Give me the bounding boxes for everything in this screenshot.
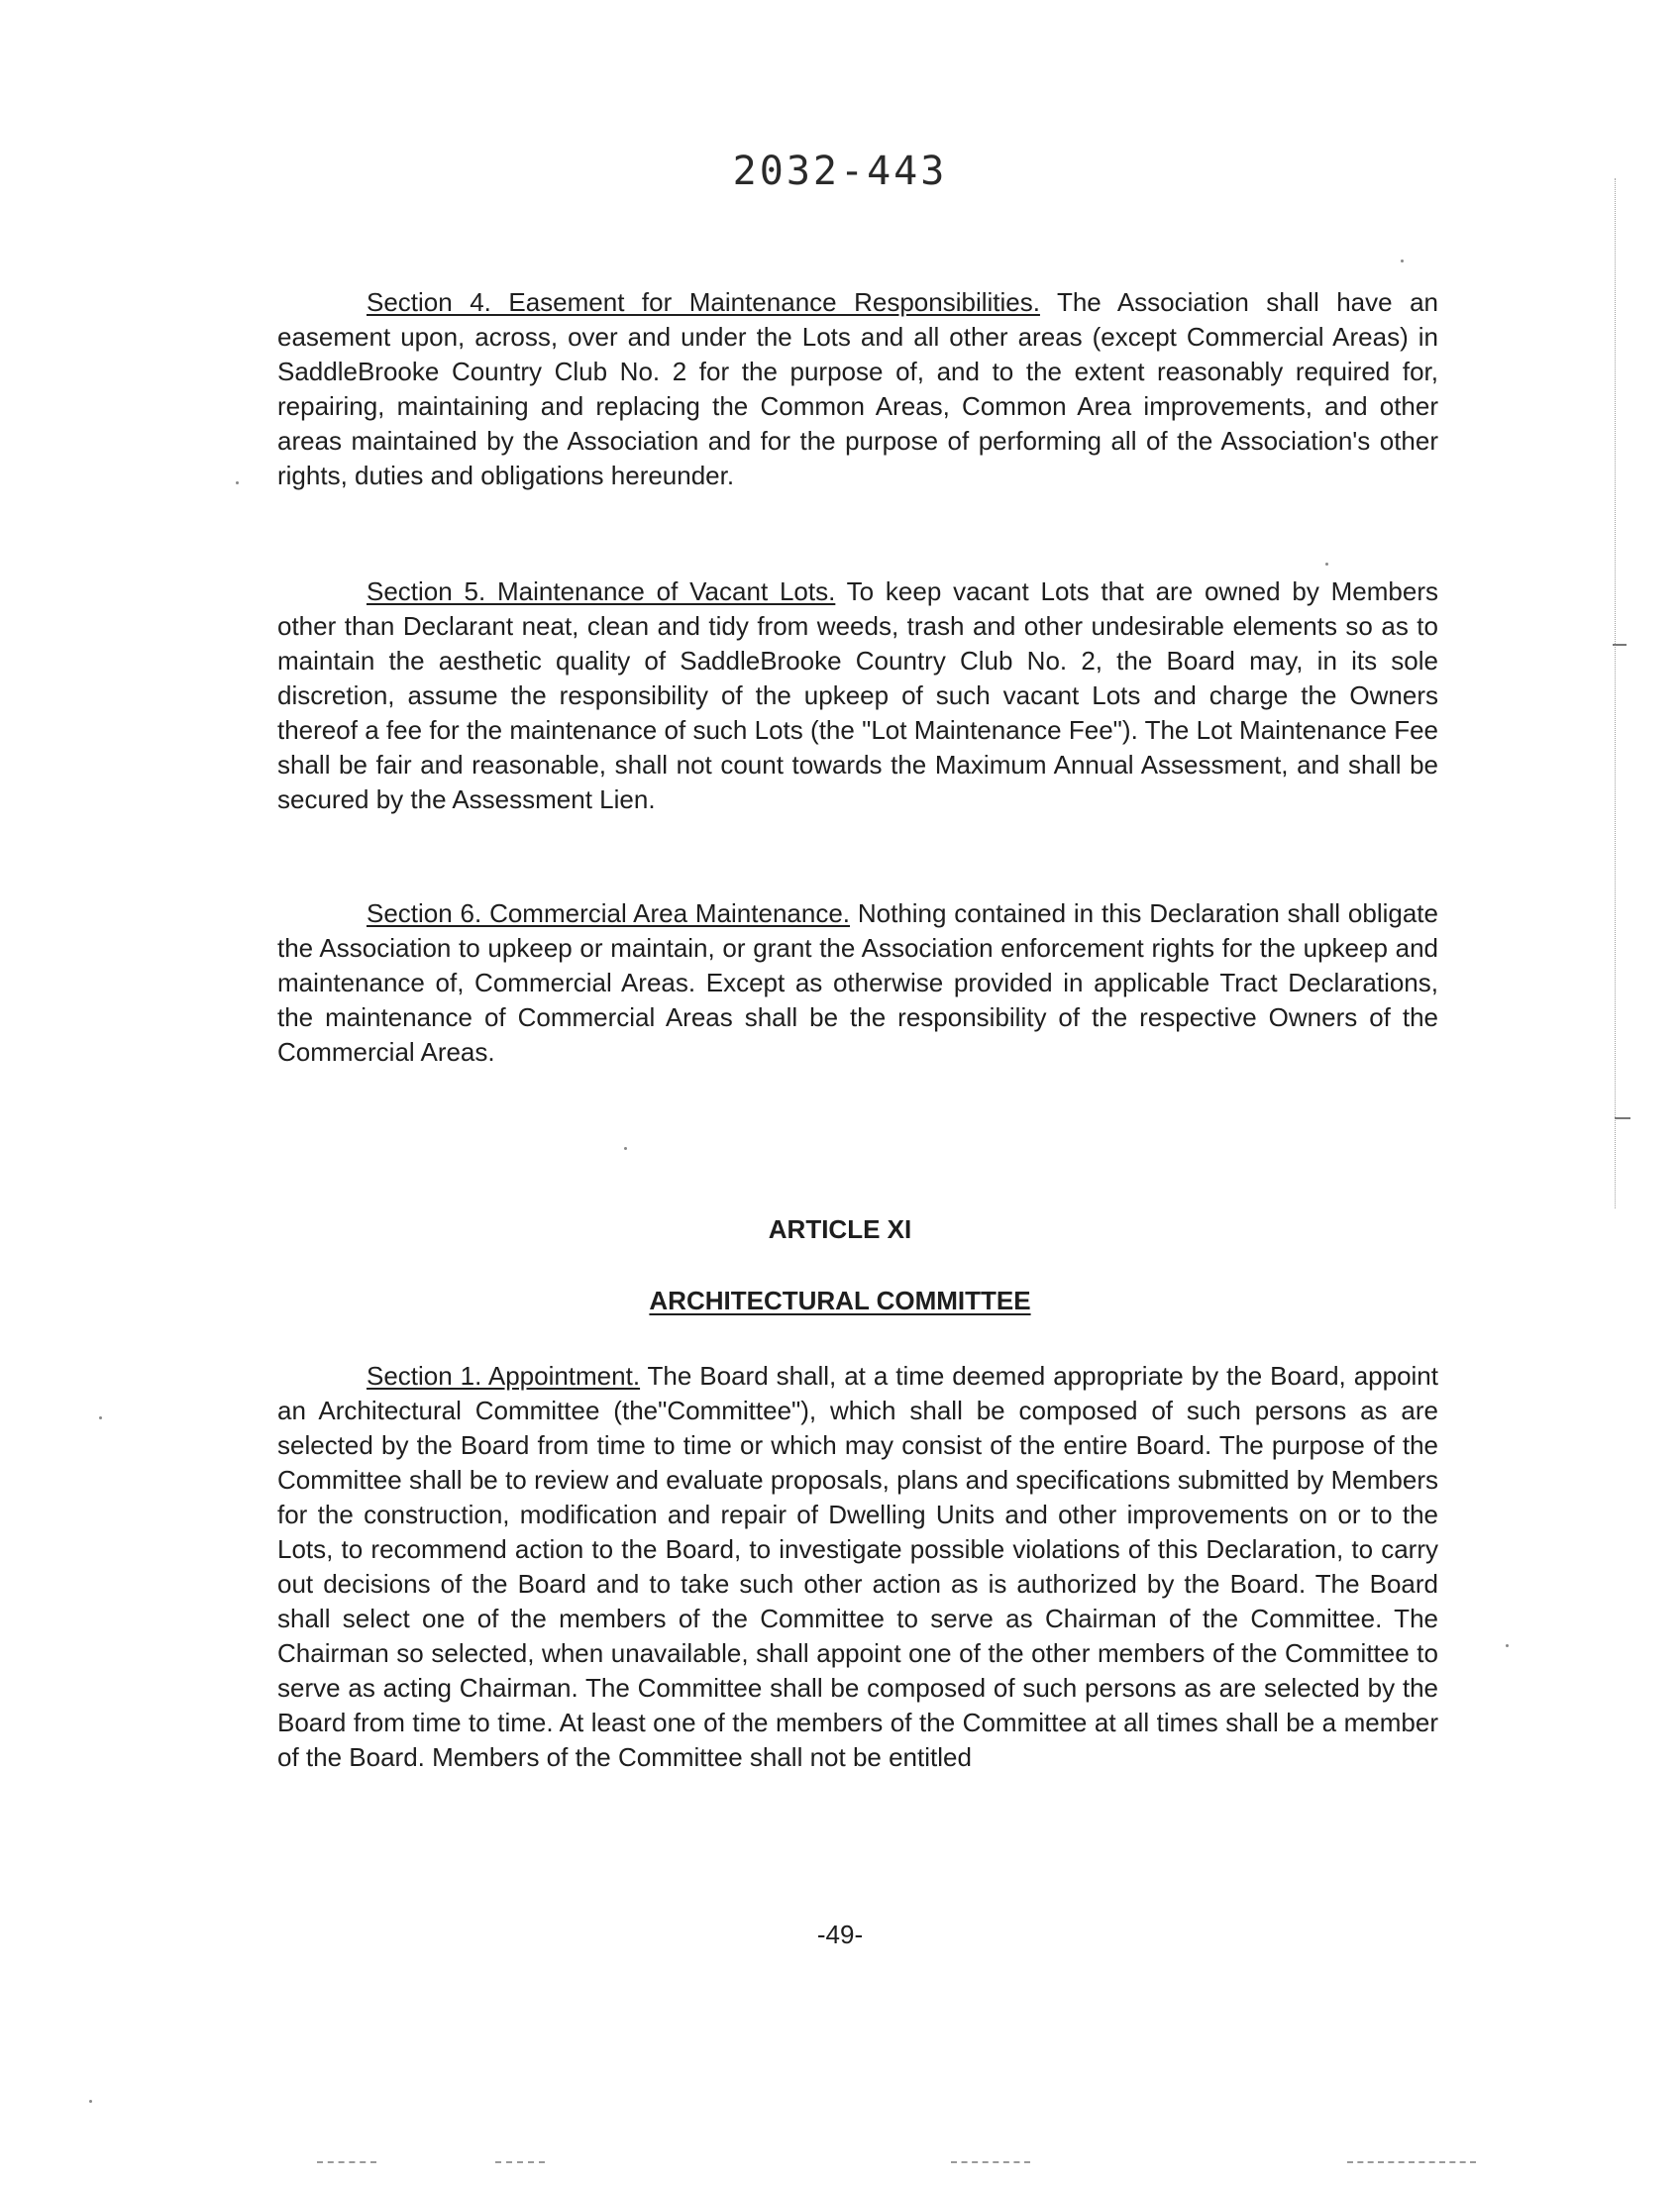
article-section-1-title: Section 1. Appointment. — [367, 1361, 641, 1391]
article-title: ARCHITECTURAL COMMITTEE — [649, 1286, 1031, 1315]
section-4-title: Section 4. Easement for Maintenance Responsibilities. — [367, 287, 1040, 317]
scan-speck — [99, 1416, 102, 1419]
scan-edge-mark — [495, 2161, 545, 2164]
scan-speck — [1506, 1644, 1509, 1647]
section-5-title: Section 5. Maintenance of Vacant Lots. — [367, 576, 836, 606]
document-number: 2032-443 — [732, 149, 948, 194]
section-6-paragraph — [277, 896, 1438, 1070]
page-number: -49- — [816, 1920, 864, 1949]
section-6-body: Nothing contained in this Declaration shall obligate the Association to upkeep or maintain, or grant the Association enforcement rights for the upkeep and maintenance of, Commercial Areas. Except as otherwise provided in applicable Tract Declarations, the maintenance of Commercial Areas shall be the responsibility of the respective Owners of the Commercial Areas. — [277, 898, 1438, 1067]
scan-edge-mark — [951, 2161, 1030, 2164]
scan-edge-mark — [317, 2161, 376, 2164]
scan-speck — [1325, 563, 1328, 566]
scan-mark — [1613, 644, 1627, 646]
section-4-body: The Association shall have an easement upon, across, over and under the Lots and all other areas (except Commercial Areas) in SaddleBrooke Country Club No. 2 for the purpose of, and to the extent reasonably required for, repairing, maintaining and replacing the Common Areas, Common Area improvements, and other areas maintained by the Association and for the purpose of performing all of the Association's other rights, duties and obligations hereunder. — [277, 287, 1438, 490]
section-4-paragraph — [277, 285, 1438, 493]
scan-speck — [624, 1147, 627, 1150]
article-section-1-paragraph — [277, 1359, 1438, 1775]
scan-mark — [1615, 1117, 1630, 1119]
section-5-paragraph — [277, 574, 1438, 817]
scan-margin-line — [1615, 178, 1617, 1208]
scan-speck — [89, 2100, 92, 2103]
scan-speck — [236, 481, 239, 484]
scan-speck — [1401, 260, 1404, 262]
section-6-title: Section 6. Commercial Area Maintenance. — [367, 898, 851, 928]
article-number: ARTICLE XI — [768, 1214, 912, 1244]
article-section-1-body: The Board shall, at a time deemed appropriate by the Board, appoint an Architectural Committee (the"Committee"), which shall be composed of such persons as are selected by the Board from time to time or which may consist of the entire Board. The purpose of the Committee shall be to review and evaluate proposals, plans and specifications submitted by Members for the construction, modification and repair of Dwelling Units and other improvements on or to the Lots, to recommend action to the Board, to investigate possible violations of this Declaration, to carry out decisions of the Board and to take such other action as is authorized by the Board. The Board shall select one of the members of the Committee to serve as Chairman of the Committee. The Chairman so selected, when unavailable, shall appoint one of the other members of the Committee to serve as acting Chairman. The Committee shall be composed of such persons as are selected by the Board from time to time. At least one of the members of the Committee at all times shall be a member of the Board. Members of the Committee shall not be entitled — [277, 1361, 1438, 1772]
section-5-body: To keep vacant Lots that are owned by Members other than Declarant neat, clean and tidy from weeds, trash and other undesirable elements so as to maintain the aesthetic quality of SaddleBrooke Country Club No. 2, the Board may, in its sole discretion, assume the responsibility of the upkeep of such vacant Lots and charge the Owners thereof a fee for the maintenance of such Lots (the "Lot Maintenance Fee"). The Lot Maintenance Fee shall be fair and reasonable, shall not count towards the Maximum Annual Assessment, and shall be secured by the Assessment Lien. — [277, 576, 1438, 814]
scan-edge-mark — [1347, 2161, 1476, 2164]
